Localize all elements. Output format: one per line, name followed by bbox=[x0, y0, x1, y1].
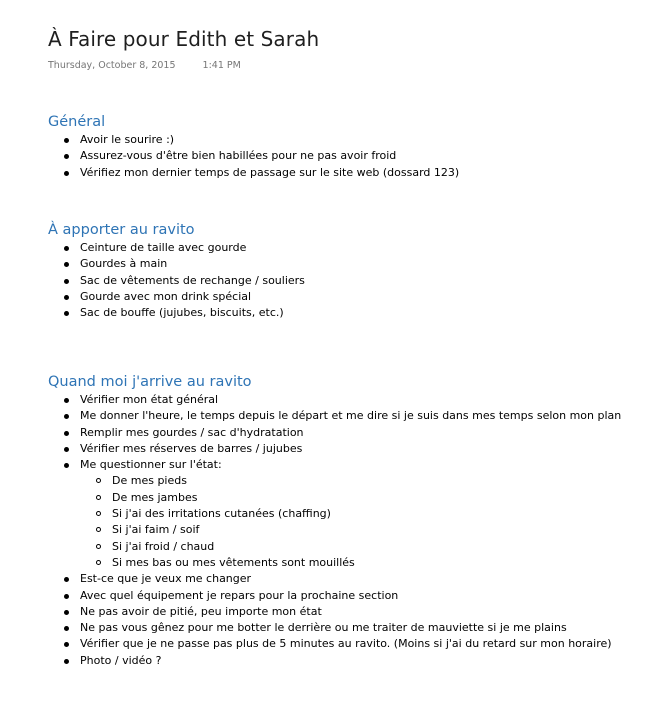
bullet-dot-icon bbox=[64, 246, 69, 251]
bullet-dot-icon bbox=[64, 659, 69, 664]
sub-list-item[interactable]: Si j'ai faim / soif bbox=[80, 522, 621, 538]
list-item[interactable]: Est-ce que je veux me changer bbox=[48, 571, 621, 587]
bullet-dot-icon bbox=[64, 626, 69, 631]
bullet-dot-icon bbox=[64, 577, 69, 582]
sub-list-item[interactable]: Si j'ai froid / chaud bbox=[80, 539, 621, 555]
sub-list-item[interactable]: De mes pieds bbox=[80, 473, 621, 489]
list-item[interactable]: Sac de vêtements de rechange / souliers bbox=[48, 273, 305, 289]
list-item[interactable]: Avoir le sourire :) bbox=[48, 132, 459, 148]
bullet-circle-icon bbox=[96, 560, 101, 565]
sub-list-item[interactable]: Si mes bas ou mes vêtements sont mouillés bbox=[80, 555, 621, 571]
list-item[interactable]: Ne pas avoir de pitié, peu importe mon état bbox=[48, 604, 621, 620]
list-item[interactable]: Me questionner sur l'état: De mes pieds De mes jambes Si j'ai des irritations cutanées (chaffing) Si j'ai faim / soif Si j'ai froid / chaud Si mes bas ou mes vêtements sont mouillés bbox=[48, 457, 621, 571]
list-item[interactable]: Ceinture de taille avec gourde bbox=[48, 240, 305, 256]
sub-list-item[interactable]: Si j'ai des irritations cutanées (chaffing) bbox=[80, 506, 621, 522]
section-arrive bbox=[48, 372, 621, 669]
sub-list-etat bbox=[80, 473, 621, 571]
section-heading-arrive[interactable]: Quand moi j'arrive au ravito bbox=[48, 374, 252, 390]
bullet-dot-icon bbox=[64, 594, 69, 599]
section-apporter bbox=[48, 220, 305, 321]
list-item[interactable]: Vérifier mes réserves de barres / jujubes bbox=[48, 441, 621, 457]
bullet-circle-icon bbox=[96, 511, 101, 516]
list-item[interactable]: Me donner l'heure, le temps depuis le départ et me dire si je suis dans mes temps selon mon plan bbox=[48, 408, 621, 424]
bullet-dot-icon bbox=[64, 295, 69, 300]
bullet-circle-icon bbox=[96, 495, 101, 500]
list-item[interactable]: Gourdes à main bbox=[48, 256, 305, 272]
bullet-dot-icon bbox=[64, 414, 69, 419]
bullet-circle-icon bbox=[96, 544, 101, 549]
list-item[interactable]: Sac de bouffe (jujubes, biscuits, etc.) bbox=[48, 305, 305, 321]
page-title[interactable]: À Faire pour Edith et Sarah bbox=[48, 27, 320, 51]
bullet-list-arrive bbox=[48, 392, 621, 669]
bullet-dot-icon bbox=[64, 447, 69, 452]
bullet-dot-icon bbox=[64, 138, 69, 143]
list-item[interactable]: Vérifier que je ne passe pas plus de 5 minutes au ravito. (Moins si j'ai du retard sur mon horaire) bbox=[48, 636, 621, 652]
sub-list-item[interactable]: De mes jambes bbox=[80, 490, 621, 506]
bullet-list-general bbox=[48, 132, 459, 181]
bullet-dot-icon bbox=[64, 311, 69, 316]
bullet-dot-icon bbox=[64, 262, 69, 267]
bullet-dot-icon bbox=[64, 154, 69, 159]
bullet-dot-icon bbox=[64, 610, 69, 615]
page-time: 1:41 PM bbox=[202, 60, 241, 71]
list-item[interactable]: Avec quel équipement je repars pour la prochaine section bbox=[48, 588, 621, 604]
page-timestamp bbox=[48, 60, 241, 71]
bullet-dot-icon bbox=[64, 642, 69, 647]
bullet-dot-icon bbox=[64, 398, 69, 403]
list-item[interactable]: Assurez-vous d'être bien habillées pour ne pas avoir froid bbox=[48, 148, 459, 164]
list-item[interactable]: Photo / vidéo ? bbox=[48, 653, 621, 669]
section-heading-general[interactable]: Général bbox=[48, 114, 106, 130]
bullet-list-apporter bbox=[48, 240, 305, 321]
list-item[interactable]: Vérifiez mon dernier temps de passage sur le site web (dossard 123) bbox=[48, 165, 459, 181]
list-item[interactable]: Ne pas vous gênez pour me botter le derrière ou me traiter de mauviette si je me plains bbox=[48, 620, 621, 636]
bullet-circle-icon bbox=[96, 478, 101, 483]
list-item[interactable]: Remplir mes gourdes / sac d'hydratation bbox=[48, 425, 621, 441]
bullet-dot-icon bbox=[64, 431, 69, 436]
bullet-circle-icon bbox=[96, 527, 101, 532]
bullet-dot-icon bbox=[64, 171, 69, 176]
section-general bbox=[48, 112, 459, 181]
list-item[interactable]: Gourde avec mon drink spécial bbox=[48, 289, 305, 305]
list-item[interactable]: Vérifier mon état général bbox=[48, 392, 621, 408]
page-date: Thursday, October 8, 2015 bbox=[48, 60, 176, 71]
bullet-dot-icon bbox=[64, 463, 69, 468]
bullet-dot-icon bbox=[64, 279, 69, 284]
section-heading-apporter[interactable]: À apporter au ravito bbox=[48, 222, 195, 238]
